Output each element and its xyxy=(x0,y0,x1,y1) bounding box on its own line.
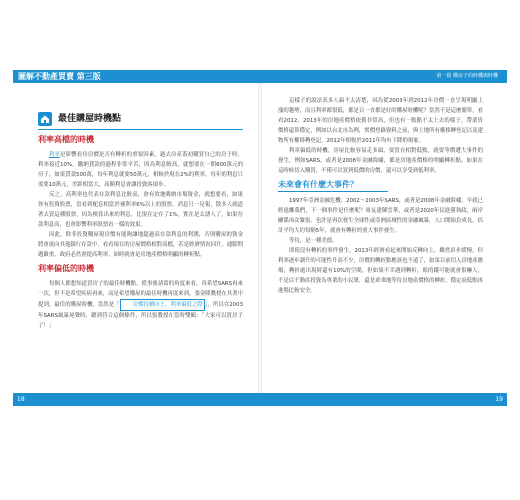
paragraph: 利率偏低的時機，房屋比較容易走多頭，要買在相對低點，就要等價遭大事件的發生，例如SARS，或者是2008年金融海嘯，都是房地產價格的明顯轉折點，如果在這時候切入購買，不僅可以買到低價的房價，還可以享受到低利率。 xyxy=(278,148,483,174)
paragraph: 這樣子的說法表多人搞不太清楚，因為從2003年到2012年房價一直呈現明顯上漲的趨勢，而且利率都很低，都是百一直都是好的購屋時機呢？當然不是這麼簡單，看看2012、2013年的房地產價格依舊非常高，但也有一點點不太上去的樣子，帶業皆價格還算穩定，例如以台北市為例，實價登錄資料之前，與土地所有權移轉登記以及建物所有權移轉登記，2012年相較於2011年均有下降的現象。 xyxy=(278,98,483,144)
main-heading-block xyxy=(38,110,243,130)
main-heading: 最佳購屋時機點 xyxy=(58,114,122,124)
section-heading-low-rate: 利率偏低的時機 xyxy=(38,264,94,273)
book-title: 圖解不動產買賣 第三版 xyxy=(18,72,101,81)
keyword-link[interactable]: 利率 xyxy=(49,152,61,158)
paragraph: 反之，高利率也代表存款利息比較高，會有效地吸納市場資金，就想要看，如果你有投資股票，當看到配息相當於補利率6%以上的股票，消息只一見報，散多人就道著去買這種股票，因為換算出來的利息，比現在定存了1%，實在是太誘人了，如果存款利息高，也會影響利率股票看一樣的效果。 xyxy=(38,192,243,228)
left-page-body xyxy=(38,110,243,331)
right-page-body xyxy=(278,96,483,296)
chapter-title: 第一篇 購房子的時機與時機 xyxy=(436,73,498,79)
house-icon xyxy=(38,112,52,126)
page-gutter xyxy=(258,83,262,393)
page-number-left: 18 xyxy=(17,396,25,403)
paragraph: 因此，除非投資購屋現房價有能夠讓地超過高存款利息的利潤，否則購屋的資金將會流向其他銀行存款中，看看現在的房屋價格相對高檔，若是經濟情況回升，通膨問題嚴重，政府必然會提高利率，屆時就會是房地產價格明顯的轉折點。 xyxy=(38,232,243,258)
page-footer-bar xyxy=(13,393,507,406)
section-heading-future-events: 未來會有什麼大事件？ xyxy=(278,179,388,192)
paragraph: 即使沒有轉折的事件發生，2013年經濟看起來開始反轉向上，雖然景步緩慢，但利率逐步調升的可能性升高不少，房價的轉折點應該也不遠了，如果目前切入房地產應場，轉折處出現時還有10%的空間，但如果不幸遇到轉折，賠的錢可能就會很嚇人，不是以不動產投資為專業的小民眾，還是乖乖地等待房地產價格的轉折，穩定而低點再進場比較安全。 xyxy=(278,248,483,294)
paragraph: 每個人都想知道買房子的最佳時機點，從事後諸葛的角度來看，真希望SARS再來一次，但不是希望疾病再來，而是希望購屋的最佳時機再度來到。張金隆教授在其著中提到，最佳的購屋時機，當然是「 房價持續向上、利率偏低之際 」，所以在2003年SARS風暴尾聲時，聽到符合這個條件，所以張教授在當時雙鶴：「大家可以買房子了！」 xyxy=(38,281,243,329)
highlight-phrase: 房價持續向上、利率偏低之際 xyxy=(120,299,205,311)
section-heading-high-rate: 利率高檔的時機 xyxy=(38,135,94,144)
paragraph: 1997年亞洲金融危機、2002～2003年SARS，或者是2008年金融海嘯，早就已經遠離我們，下一個事件是什麼呢？周友建陳雲華，或者是2020年民進黨執政，兩岸關係再次緊張，也許是再次發生全球性或亞洲區域性的金融風暴，人口開始負成長，估計平均大約每隔5年，就會有轉折的重大事件發生。 xyxy=(278,198,483,234)
page-number-right: 19 xyxy=(495,396,503,403)
paragraph: 等待，是一種美德。 xyxy=(289,238,338,244)
heading-rule xyxy=(38,129,243,130)
paragraph: 利率是影響看待房價是否有轉折的重要因素，過去房產蓋初購買自己的房子時，利率接近10%，繳納貸款的過程非常辛苦，因為利息較高，就想要在一開600萬元的房子，如果貸款500萬，每年利息就要50萬元，相較於現在2%的利率，每年的利息只需要10萬元，差距相當大，高額利息會讓投資客卻步。 xyxy=(38,152,243,188)
